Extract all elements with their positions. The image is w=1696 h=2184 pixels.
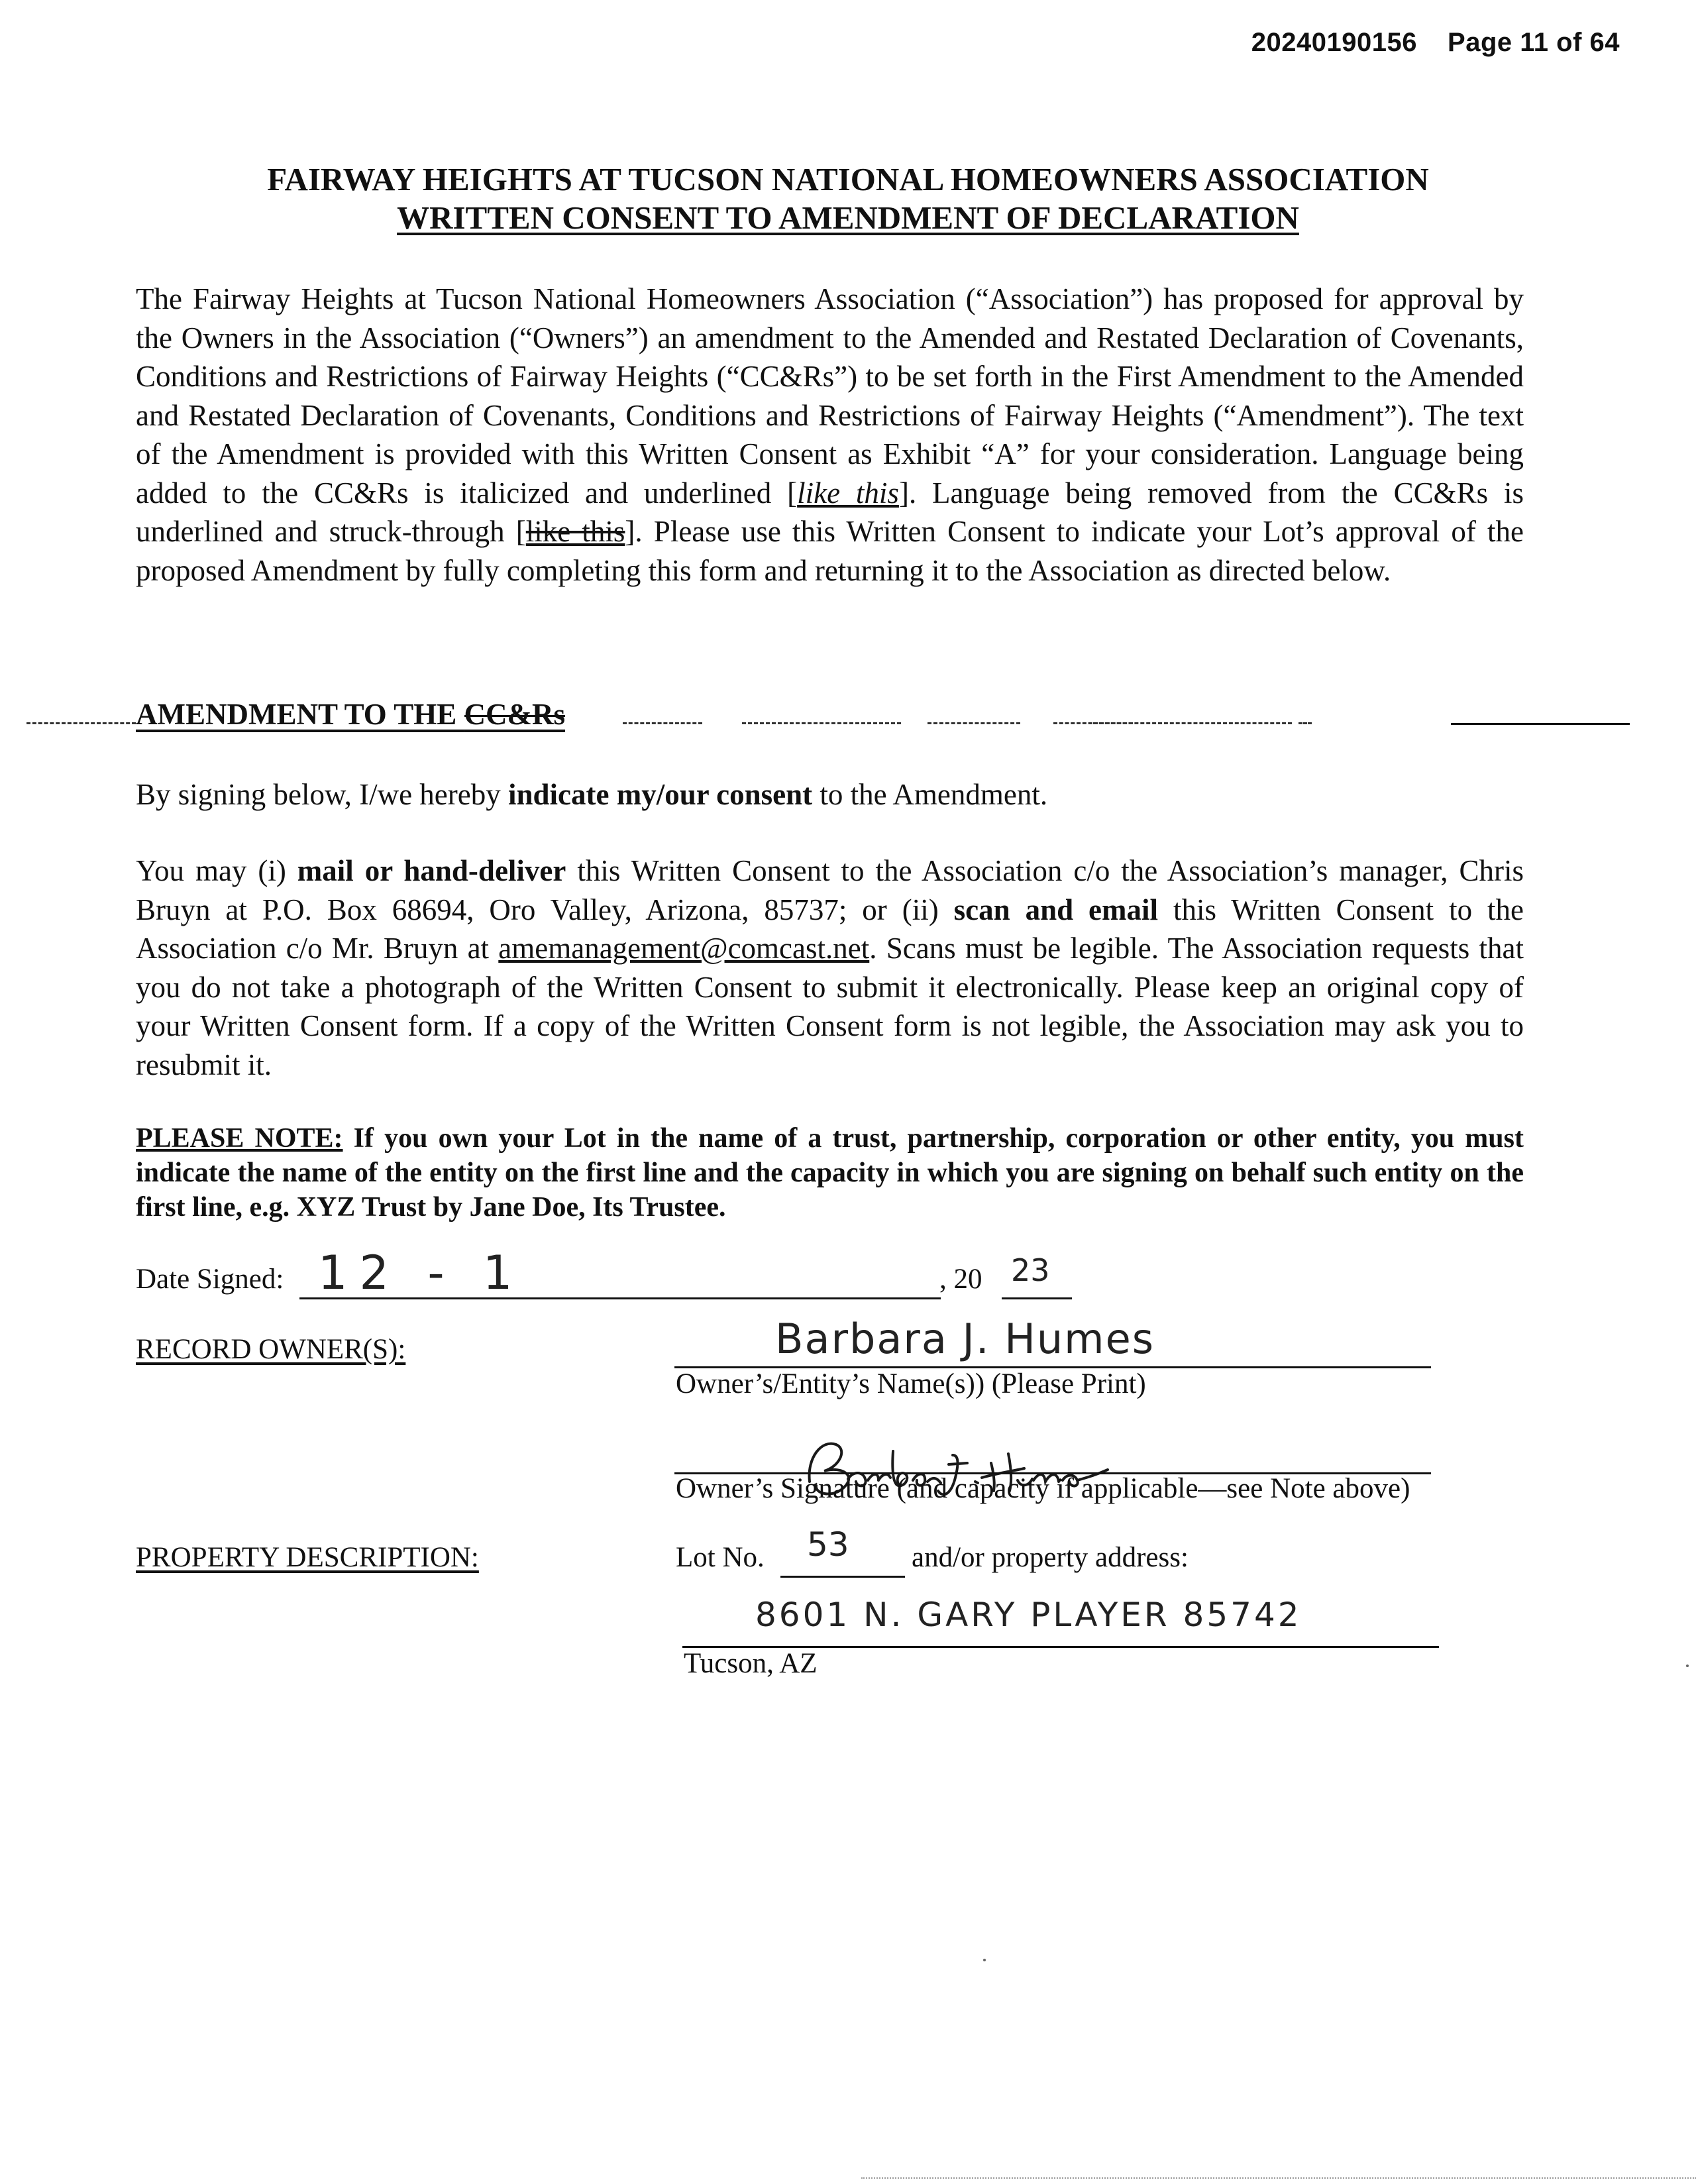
section-heading bbox=[136, 697, 565, 732]
scan-artifact-line bbox=[1093, 722, 1292, 727]
please-note-text: If you own your Lot in the name of a trust, partnership, corporation or other entity, you must indicate the name of the entity on the first line and the capacity in which you are signing on behalf such entity on the first line, e.g. XYZ Trust by Jane Doe, Its Trustee. bbox=[136, 1123, 1524, 1223]
added-example: like this bbox=[797, 476, 899, 510]
scan-speck bbox=[983, 1959, 986, 1961]
consent-statement bbox=[136, 775, 1524, 814]
delivery-instructions bbox=[136, 851, 1524, 1084]
owner-name-caption: Owner’s/Entity’s Name(s)) (Please Print) bbox=[676, 1368, 1146, 1399]
delivery-text: You may (i) bbox=[136, 854, 297, 887]
please-note bbox=[136, 1121, 1524, 1225]
record-owner-label: RECORD OWNER(S): bbox=[136, 1334, 406, 1365]
removed-example: like this bbox=[525, 515, 625, 548]
date-signed-value: 12 - 1 bbox=[318, 1246, 525, 1300]
year-line[interactable] bbox=[1002, 1297, 1072, 1299]
consent-text: By signing below, I/we hereby bbox=[136, 778, 508, 811]
city-state: Tucson, AZ bbox=[684, 1648, 818, 1679]
lot-number-value: 53 bbox=[807, 1525, 849, 1564]
please-note-label: PLEASE NOTE: bbox=[136, 1123, 343, 1154]
delivery-emphasis: scan and email bbox=[953, 893, 1159, 926]
intro-paragraph bbox=[136, 280, 1524, 590]
scan-artifact-line bbox=[861, 2177, 1696, 2179]
date-signed-label: Date Signed: bbox=[136, 1264, 284, 1295]
lot-number-line[interactable] bbox=[780, 1576, 905, 1578]
year-prefix: , 20 bbox=[939, 1264, 982, 1295]
document-number: 20240190156 bbox=[1251, 28, 1418, 57]
manager-email-link[interactable]: amemanagement@comcast.net bbox=[498, 932, 870, 965]
owner-name-value: Barbara J. Humes bbox=[775, 1315, 1155, 1363]
lot-number-label: Lot No. bbox=[676, 1542, 765, 1573]
property-description-label: PROPERTY DESCRIPTION: bbox=[136, 1542, 479, 1573]
section-heading-struck: CC&Rs bbox=[464, 698, 566, 731]
scan-speck bbox=[1686, 1665, 1689, 1667]
delivery-text: this Written Consent to the Association c/o Mr. Bruyn at bbox=[136, 893, 1524, 965]
consent-emphasis: indicate my/our consent bbox=[507, 778, 813, 811]
property-address-label: and/or property address: bbox=[912, 1542, 1189, 1573]
intro-text-2: ]. Language being removed from the CC&Rs is underlined and struck-through [ bbox=[136, 476, 1524, 548]
scan-artifact-line bbox=[928, 722, 1020, 727]
scan-artifact-line bbox=[1298, 722, 1312, 727]
intro-text-1: The Fairway Heights at Tucson National Homeowners Association (“Association”) has proposed for approval by the Owners in the Association (“Owners”) an amendment to the Amended and Restated Declaration of Covenants, Conditions and Restrictions of Fairway Heights (“CC&Rs”) to be set forth in the First Amendment to the Amended and Restated Declaration of Covenants, Conditions and Restrictions of Fairway Heights (“Amendment”). The text of the Amendment is provided with this Written Consent as Exhibit “A” for your consideration. Language being added to the CC&Rs is italicized and underlined [ bbox=[136, 282, 1524, 510]
delivery-text: this Written Consent to the Association c/o the Association’s manager, Chris Bruyn at P.O. Box 68694, Oro Valley, Arizona, 85737; or (ii) bbox=[136, 854, 1524, 926]
signature-caption: Owner’s Signature (and capacity if applicable—see Note above) bbox=[676, 1473, 1410, 1504]
property-address-value: 8601 N. GARY PLAYER 85742 bbox=[755, 1596, 1302, 1634]
delivery-emphasis: mail or hand-deliver bbox=[297, 854, 566, 887]
intro-text-3: ]. Please use this Written Consent to indicate your Lot’s approval of the proposed Amendment by fully completing this form and returning it to the Association as directed below. bbox=[136, 515, 1524, 587]
scan-artifact-line bbox=[742, 722, 901, 727]
consent-text-end: to the Amendment. bbox=[812, 778, 1048, 811]
scan-artifact-line bbox=[1451, 723, 1630, 725]
scan-artifact-line bbox=[623, 722, 702, 727]
section-heading-text: AMENDMENT TO THE bbox=[136, 698, 464, 731]
form-title-text: WRITTEN CONSENT TO AMENDMENT OF DECLARATION bbox=[397, 199, 1299, 236]
year-value: 23 bbox=[1011, 1252, 1050, 1288]
delivery-text: . Scans must be legible. The Association requests that you do not take a photograph of the Written Consent to submit it electronically. Please keep an original copy of your Written Consent form. If a copy of the Written Consent form is not legible, the Association may ask you to resubmit it. bbox=[136, 932, 1524, 1081]
association-title: FAIRWAY HEIGHTS AT TUCSON NATIONAL HOMEOWNERS ASSOCIATION bbox=[267, 161, 1429, 197]
document-header bbox=[1251, 28, 1620, 58]
page-indicator: Page 11 of 64 bbox=[1448, 28, 1620, 57]
form-title bbox=[0, 199, 1696, 237]
scan-artifact-line bbox=[26, 722, 136, 727]
